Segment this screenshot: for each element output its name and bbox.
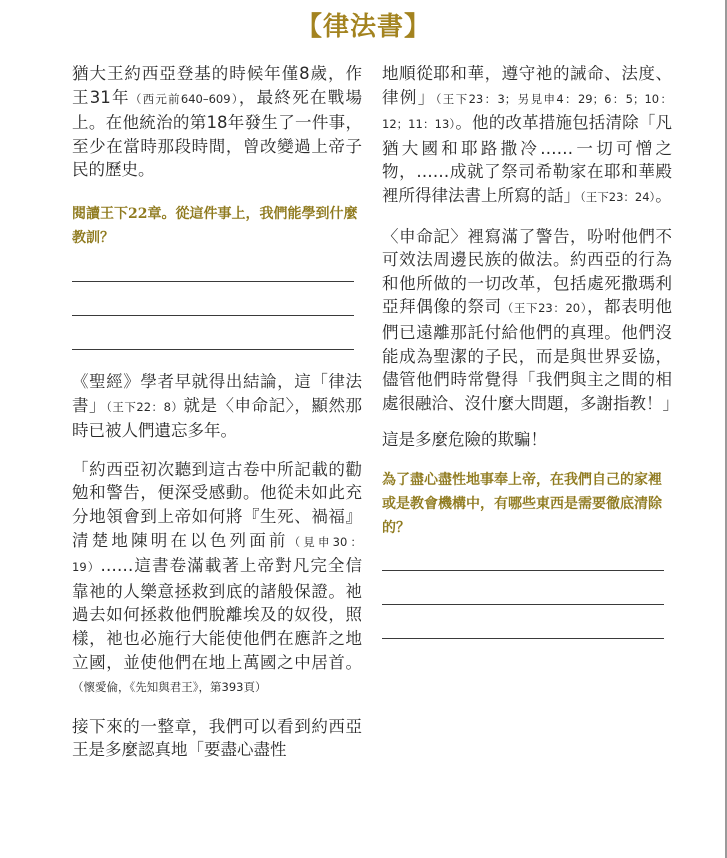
page-title: 【律法書】 [295, 12, 431, 42]
answer-lines-2[interactable] [382, 570, 664, 639]
left-paragraph-1: 猶大王約西亞登基的時候年僅8歲，作王31年（西元前640–609），最終死在戰場上。在他統治的第18年發生了一件事，至少在當時那段時間，曾改變過上帝子民的歷史。 [72, 64, 363, 180]
right-paragraph-1: 地順從耶和華，遵守祂的誡命、法度、律例」（王下23：3；另見申4：29；6：5；10：12；11：13）。他的改革措施包括清除「凡猶大國和耶路撒冷……一切可憎之物，……成就了祭司希勒家在耶和華殿裡所得律法書上所寫的話」（王下23：24）。 [382, 64, 673, 205]
answer-line[interactable] [382, 570, 664, 571]
left-quote-paragraph: 「約西亞初次聽到這古卷中所記載的勸勉和警告，便深受感動。他從未如此充分地領會到上帝如何將『生死、禍福』清楚地陳明在以色列面前（見申30：19）……這書卷滿載著上帝對凡完全信靠祂的人樂意拯救到底的諸般保證。祂過去如何拯救他們脫離埃及的奴役，照樣，祂也必施行大能使他們在應許之地立國，並使他們在地上萬國之中居首。（懷愛倫，《先知與君王》，第393頁） [72, 459, 363, 695]
answer-line[interactable] [382, 638, 664, 639]
reflection-question-2: 為了盡心盡性地事奉上帝，在我們自己的家裡或是教會機構中，有哪些東西是需要徹底清除的？ [382, 471, 662, 536]
left-column [72, 62, 362, 762]
left-paragraph-2: 《聖經》學者早就得出結論，這「律法書」（王下22：8）就是〈申命記〉，顯然那時已被人們遺忘多年。 [72, 371, 363, 441]
left-paragraph-4: 接下來的一整章，我們可以看到約西亞王是多麼認真地「要盡心盡性 [72, 716, 362, 760]
right-paragraph-2: 〈申命記〉裡寫滿了警告，吩咐他們不可效法周邊民族的做法。約西亞的行為和他所做的一切改革，包括處死撒瑪利亞拜偶像的祭司（王下23：20），都表明他們已遠離那託付給他們的真理。他們沒能成為聖潔的子民，而是與世界妥協，儘管他們時常覺得「我們與主之間的相處很融洽、沒什麼大問題，多謝指教！」 [382, 226, 679, 413]
answer-line[interactable] [382, 604, 664, 605]
answer-line[interactable] [72, 315, 354, 316]
answer-lines-1[interactable] [72, 281, 354, 350]
answer-line[interactable] [72, 349, 354, 350]
right-paragraph-3: 這是多麼危險的欺騙！ [382, 430, 547, 450]
reflection-question-1: 閱讀王下22章。從這件事上，我們能學到什麼教訓？ [72, 205, 358, 246]
answer-line[interactable] [72, 281, 354, 282]
right-column [382, 62, 679, 639]
